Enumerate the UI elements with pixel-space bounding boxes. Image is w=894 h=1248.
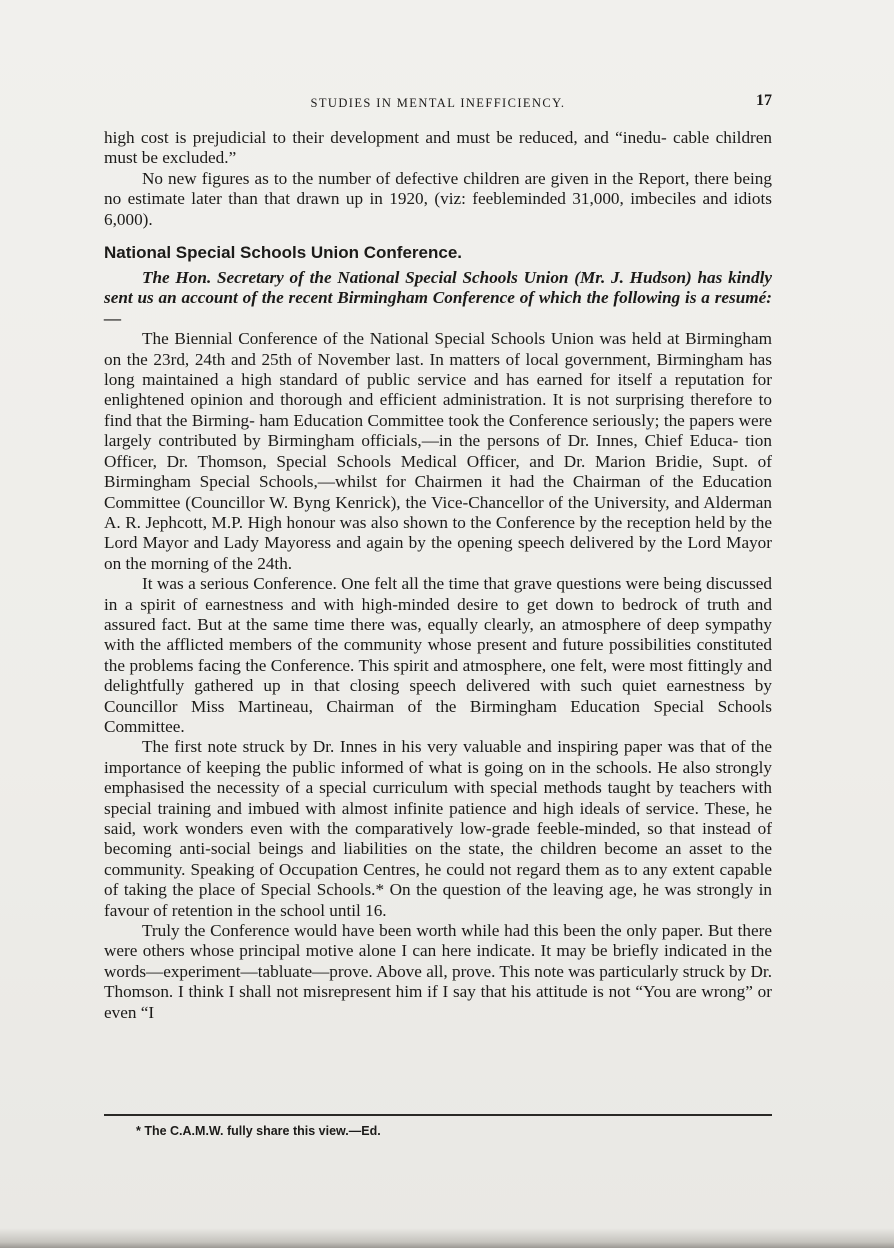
running-head: STUDIES IN MENTAL INEFFICIENCY. <box>310 96 566 110</box>
paragraph-continued: high cost is prejudicial to their development and must be reduced, and “inedu- cable children must be excluded.” <box>104 128 772 168</box>
footnote: * The C.A.M.W. fully share this view.—Ed. <box>136 1124 381 1138</box>
paragraph-thomson: Truly the Conference would have been worth while had this been the only paper. But there were others whose principal motive alone I can here indicate. It may be briefly indicated in the words—experiment—tabluate—prove. Above all, prove. This note was particularly struck by Dr. Thomson. I think I shall not misrepresent him if I say that his attitude is not “You are wrong” or even “I <box>104 921 772 1022</box>
paragraph-conference: The Biennial Conference of the National Special Schools Union was held at Birmingham on the 23rd, 24th and 25th of November last. In matters of local government, Birmingham has long maintained a high standard of public service and has earned for itself a reputation for enlightened opinion and thorough and efficient administration. It is not surprising therefore to find that the Birming- ham Education Committee took the Conference seriously; the papers were largely contributed by Birmingham officials,—in the persons of Dr. Innes, Chief Educa- tion Officer, Dr. Thomson, Special Schools Medical Officer, and Dr. Marion Bridie, Supt. of Birmingham Special Schools,—whilst for Chairmen it had the Chairman of the Education Committee (Councillor W. Byng Kenrick), the Vice-Chancellor of the University, and Alderman A. R. Jephcott, M.P. High honour was also shown to the Conference by the reception held by the Lord Mayor and Lady Mayoress and again by the opening speech delivered by the Lord Mayor on the morning of the 24th. <box>104 329 772 573</box>
footnote-rule <box>104 1114 772 1116</box>
paragraph-innes: The first note struck by Dr. Innes in his very valuable and inspiring paper was that of the importance of keeping the public informed of what is going on in the schools. He also strongly emphasised the necessity of a special curriculum with special methods taught by teachers with special training and imbued with almost infinite patience and high ideals of service. These, he said, work wonders even with the comparatively low-grade feeble-minded, so that instead of becoming anti-social beings and liabilities on the state, the children become an asset to the community. Speaking of Occupation Centres, he could not regard them as to any extent capable of taking the place of Special Schools.* On the question of the leaving age, he was strongly in favour of retention in the school until 16. <box>104 737 772 920</box>
paragraph-figures: No new figures as to the number of defective children are given in the Report, there being no estimate later than that drawn up in 1920, (viz: feebleminded 31,000, imbeciles and idiots 6,000). <box>104 168 772 229</box>
page-edge-shadow <box>0 1228 894 1248</box>
paragraph-serious: It was a serious Conference. One felt all the time that grave questions were being discussed in a spirit of earnestness and with high-minded desire to get down to bedrock of truth and assured fact. But at the same time there was, equally clearly, an atmosphere of deep sympathy with the afflicted members of the community whose present and future possibilities constituted the problems facing the Conference. This spirit and atmosphere, one felt, were most fittingly and delightfully gathered up in that closing speech delivered with such quiet earnestness by Councillor Miss Martineau, Chairman of the Birmingham Education Special Schools Committee. <box>104 574 772 736</box>
body-text <box>104 128 772 1023</box>
section-heading: National Special Schools Union Conference. <box>104 243 463 263</box>
page-number: 17 <box>756 92 772 109</box>
page-header <box>104 92 772 116</box>
section-intro: The Hon. Secretary of the National Special Schools Union (Mr. J. Hudson) has kindly sent us an account of the recent Birmingham Conference of which the following is a resumé:— <box>104 268 772 328</box>
